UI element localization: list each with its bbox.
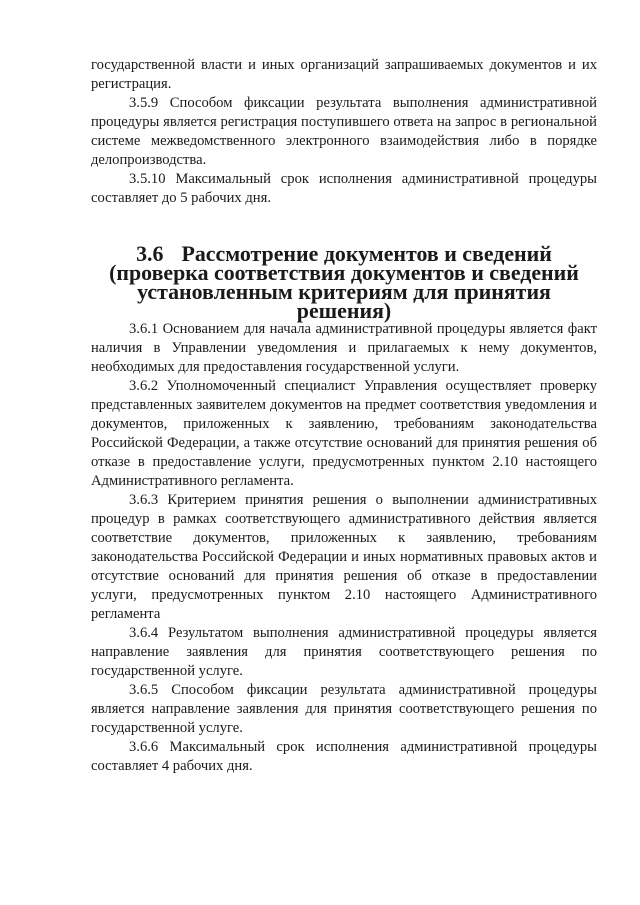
continuation-paragraph: государственной власти и иных организаций запрашиваемых документов и их регистрация. xyxy=(91,57,597,92)
paragraph-3-6-1: 3.6.1 Основанием для начала административной процедуры является факт наличия в Управлении уведомления и прилагаемых к нему документов, необходимых для предоставления государственной услуги. xyxy=(91,321,597,375)
section-number: 3.6 xyxy=(136,241,164,266)
paragraph-3-5-9: 3.5.9 Способом фиксации результата выполнения административной процедуры является регистрация поступившего ответа на запрос в региональной системе межведомственного электронного взаимодействия либо в порядке делопроизводства. xyxy=(91,95,597,168)
paragraph-3-5-10: 3.5.10 Максимальный срок исполнения административной процедуры составляет до 5 рабочих дня. xyxy=(91,171,597,206)
section-heading-3-6 xyxy=(91,241,597,323)
paragraph-3-6-3: 3.6.3 Критерием принятия решения о выполнении административных процедур в рамках соответствующего административного действия является соответствие документов, приложенных к заявлению, требованиям законодательства Российской Федерации и иных нормативных правовых актов и отсутствие оснований для принятия решения об отказе в предоставлении услуги, предусмотренных пунктом 2.10 настоящего Административного регламента xyxy=(91,492,597,622)
paragraph-3-6-6: 3.6.6 Максимальный срок исполнения административной процедуры составляет 4 рабочих дня. xyxy=(91,739,597,774)
paragraph-3-6-2: 3.6.2 Уполномоченный специалист Управления осуществляет проверку представленных заявителем документов на предмет соответствия уведомления и документов, приложенных к заявлению, требованиям законодательства Российской Федерации, а также отсутствие оснований для принятия решения об отказе в предоставление услуги, предусмотренных пунктом 2.10 настоящего Административного регламента. xyxy=(91,378,597,489)
paragraph-3-6-4: 3.6.4 Результатом выполнения административной процедуры является направление заявления для принятия соответствующего решения по государственной услуге. xyxy=(91,625,597,679)
document-page xyxy=(91,56,597,776)
section-title: Рассмотрение документов и сведений (проверка соответствия документов и сведений установленным критериям для принятия решения) xyxy=(109,241,579,323)
paragraph-3-6-5: 3.6.5 Способом фиксации результата административной процедуры является направление заявления для принятия соответствующего решения по государственной услуге. xyxy=(91,682,597,736)
